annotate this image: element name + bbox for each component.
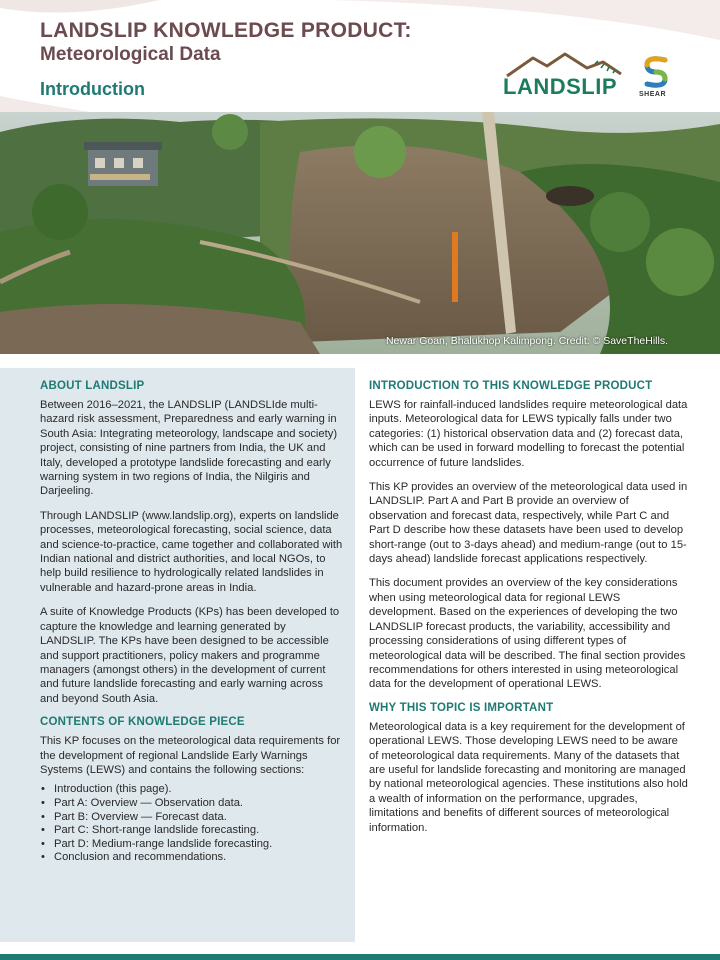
introduction-paragraph: This KP provides an overview of the meteorological data used in LANDSLIP. Part A and Part B provide an overview of observation and forecast data, respectively, while Part C and Part D describe how these datasets have been used to develop short-range (out to 3-days ahead) and medium-range (out to 15-days ahead) landslide forecast applications respectively. [369, 481, 688, 566]
list-item: • Part D: Medium-range landslide forecasting. [40, 838, 343, 852]
section-label: Introduction [40, 79, 145, 99]
why-paragraph: Meteorological data is a key requirement for the development of operational LEWS. Those developing LEWS need to be aware of meteorological data requirements. Many of the datasets that are useful for landslide forecasting and monitoring are managed by national meteorological agencies. These institutions also hold a wealth of information on the performance, upgrades, limitations and benefits of different sources of meteorological information. [369, 720, 688, 834]
about-paragraph: Through LANDSLIP (www.landslip.org), experts on landslide processes, meteorological forecasting, social science, data and science-to-practice, came together and collaborated with Indian national and district authorities, and local NGOs, to help build resilience to hydrologically related landslides in vulnerable and hazard-prone areas in India. [40, 509, 343, 594]
landslide-photo [0, 112, 720, 354]
shear-logo [637, 54, 675, 102]
landslip-logo [503, 50, 627, 102]
left-column-panel [0, 368, 355, 942]
introduction-paragraph: This document provides an overview of the key considerations when using meteorological data for regional LEWS development. Based on the experiences of developing the two LANDSLIP forecast products, the variability, accessibility and processing considerations of using different types of meteorological data will be described. The final section provides recommendations for others interested in using meteorological data for the development of operational LEWS. [369, 577, 686, 691]
about-paragraph: A suite of Knowledge Products (KPs) has been developed to capture the knowledge and learning generated by LANDSLIP. The KPs have been designed to be accessible and support practitioners, policy makers and programme managers (amongst others) in the development of current and future landslide forecasting and early warning across and beyond South Asia. [40, 606, 340, 705]
document-title: LANDSLIP KNOWLEDGE PRODUCT: [40, 19, 412, 42]
contents-list [40, 783, 343, 865]
list-item: • Conclusion and recommendations. [40, 851, 343, 865]
list-item: • Part C: Short-range landslide forecasting. [40, 824, 343, 838]
document-subtitle: Meteorological Data [40, 44, 221, 65]
landslip-logo-text: LANDSLIP [503, 74, 617, 99]
list-item: • Part A: Overview — Observation data. [40, 797, 343, 811]
about-heading: ABOUT LANDSLIP [40, 380, 145, 392]
contents-heading: CONTENTS OF KNOWLEDGE PIECE [40, 716, 245, 729]
shear-s-icon [637, 54, 675, 90]
list-item: • Part B: Overview — Forecast data. [40, 811, 343, 825]
right-column [369, 368, 689, 942]
shear-logo-text: SHEAR [639, 91, 667, 98]
page-header [0, 0, 720, 112]
photo-caption: Newar Goan, Bhalukhop Kalimpong. Credit: © SaveTheHills. [385, 335, 668, 347]
introduction-heading: INTRODUCTION TO THIS KNOWLEDGE PRODUCT [369, 380, 653, 392]
about-paragraph: Between 2016–2021, the LANDSLIP (LANDSLIde multi-hazard risk assessment, Preparedness and early warning in South Asia: Integrating meteorology, landscape and society) project, consisting of nine partners from India, the UK and Italy, developed a prototype landslide forecasting and early warning system in two regions of India, the Nilgiris and Darjeeling. [40, 399, 338, 498]
landslide-scene-image [0, 112, 720, 354]
list-item: • Introduction (this page). [40, 783, 343, 797]
footer-accent-bar [0, 954, 720, 960]
contents-intro: This KP focuses on the meteorological data requirements for the development of regional Landslide Early Warnings Systems (LEWS) and contains the following sections: [40, 735, 341, 776]
why-heading: WHY THIS TOPIC IS IMPORTANT [369, 701, 554, 714]
introduction-paragraph: LEWS for rainfall-induced landslides require meteorological data inputs. Meteorological data for LEWS typically falls under two categories: (1) historical observation data and (2) forecast data, which can be used in forward modelling to forecast the potential occurrence of future landslides. [369, 399, 688, 469]
